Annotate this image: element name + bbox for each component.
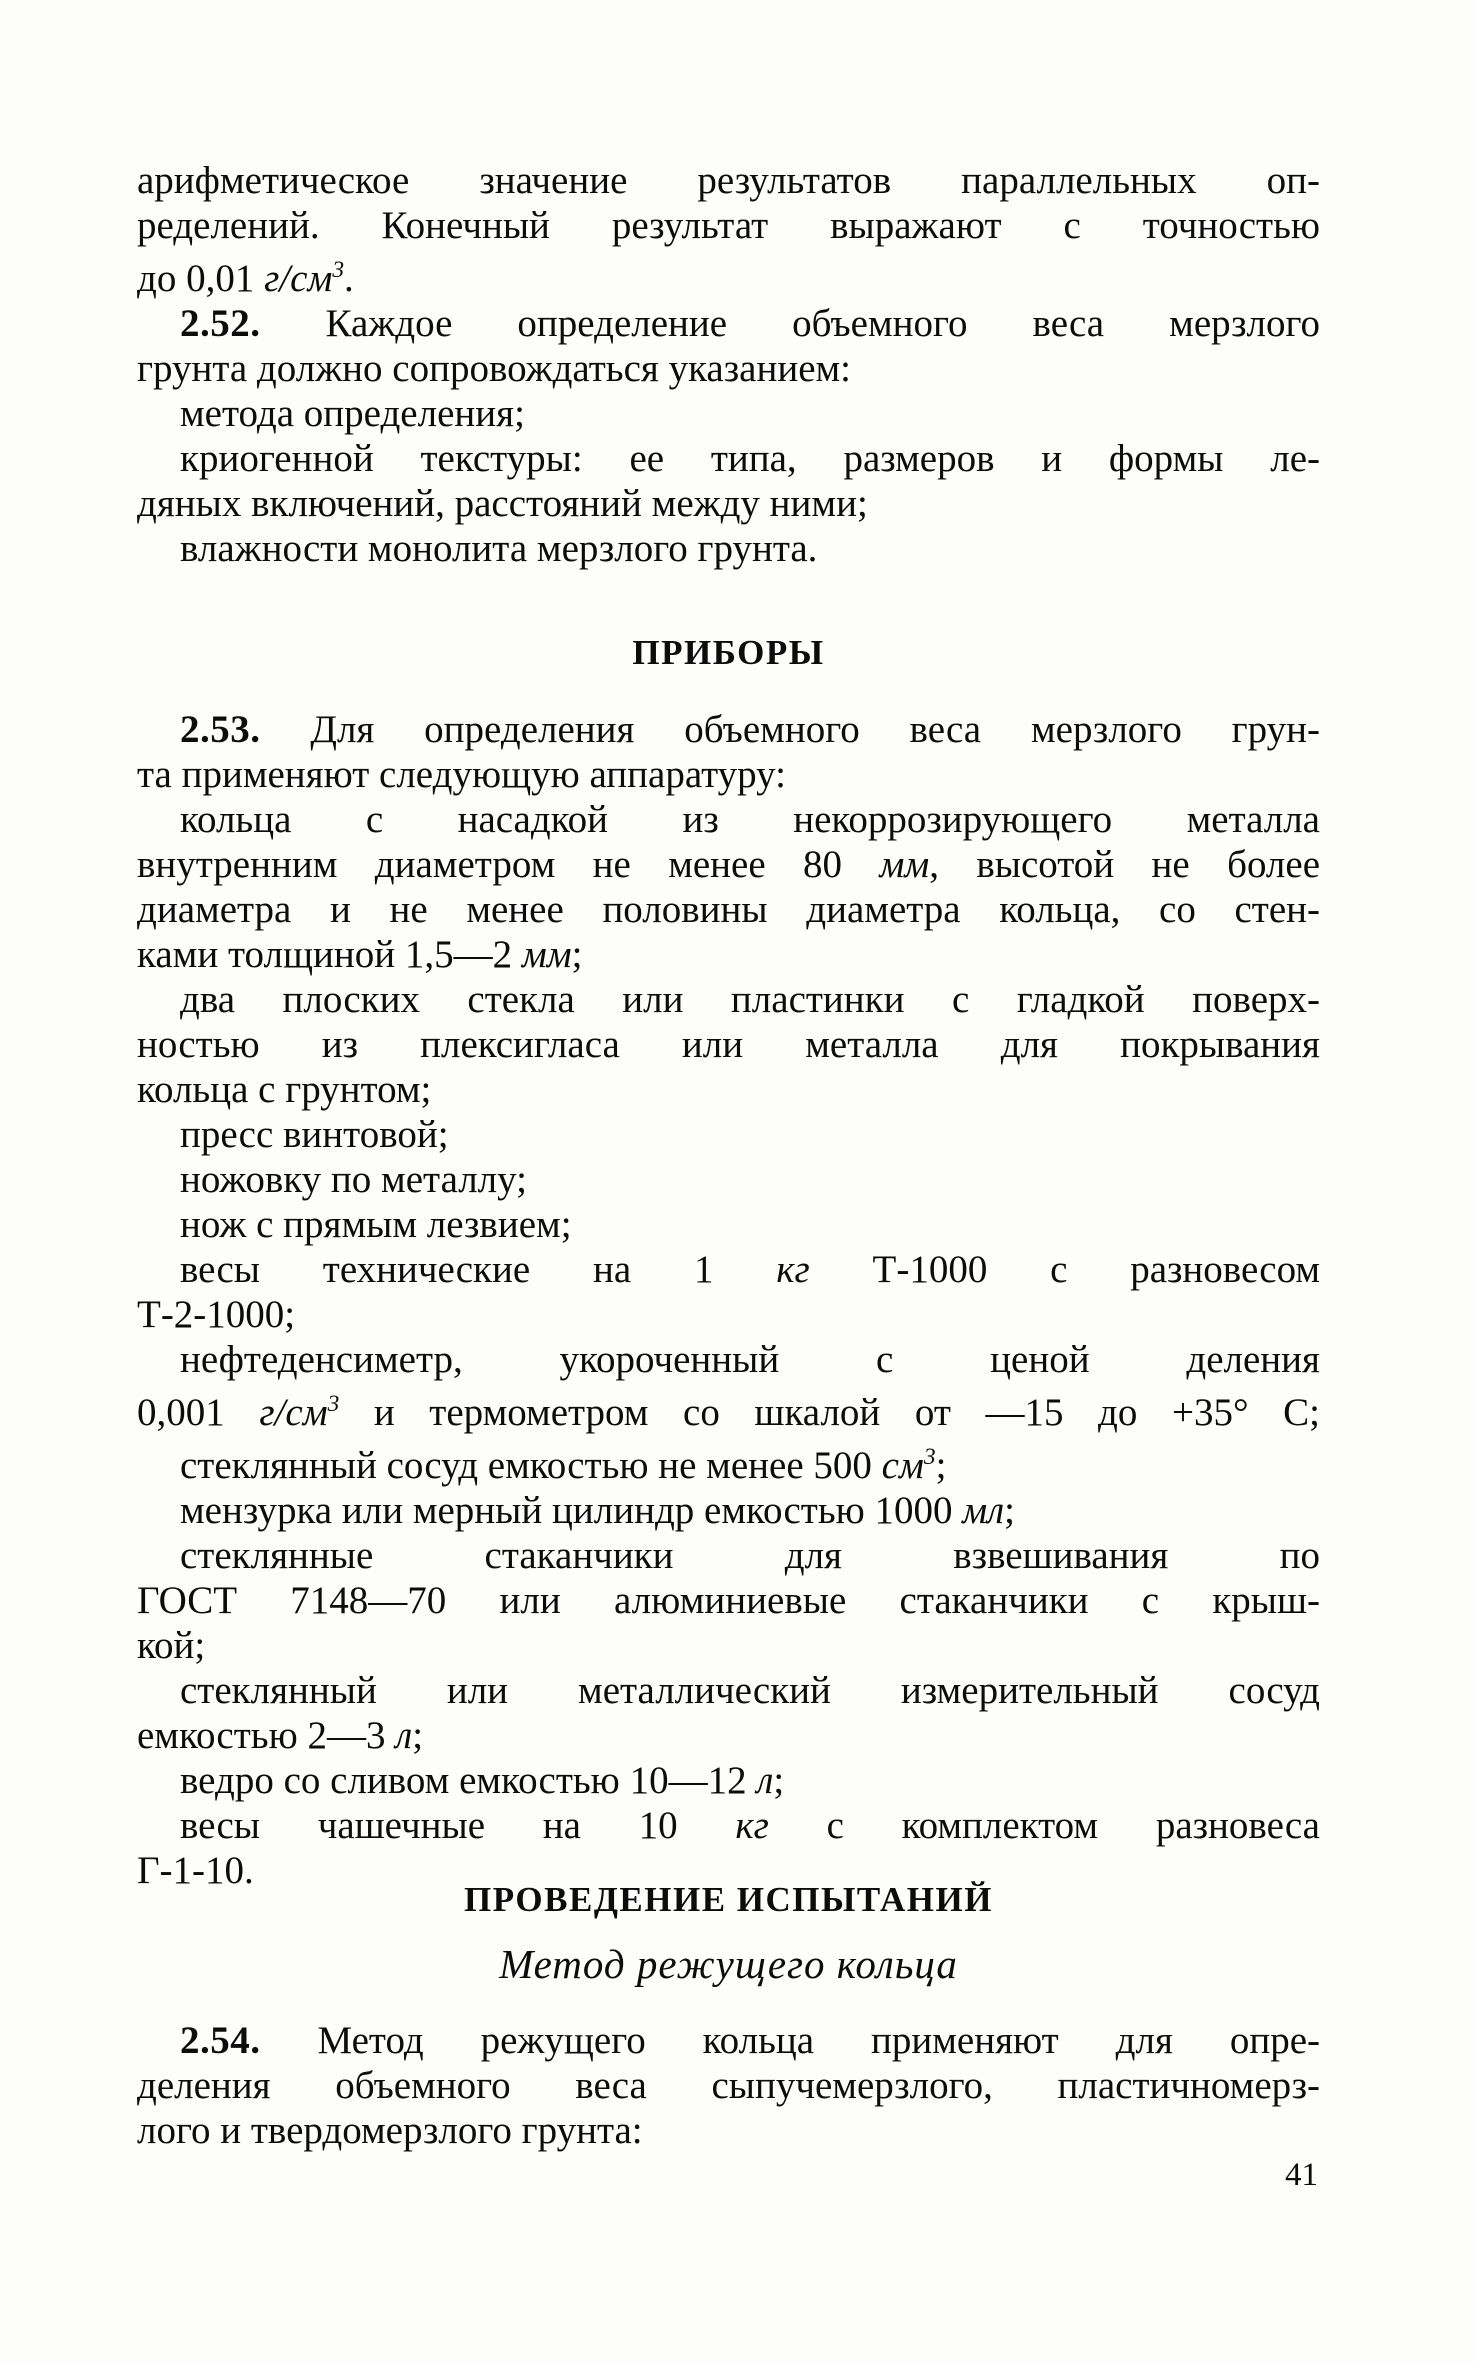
text-line bbox=[137, 932, 1320, 977]
text-line bbox=[137, 1112, 1320, 1157]
text-segment: Г-1-10. bbox=[137, 1849, 254, 1892]
text-segment: , высотой не более bbox=[929, 843, 1321, 886]
text-segment: ; bbox=[773, 1759, 785, 1802]
text-segment: ; bbox=[571, 933, 583, 976]
text-segment: ; bbox=[412, 1714, 424, 1757]
heading-pribory: ПРИБОРЫ bbox=[632, 633, 825, 672]
text-segment: грунта должно сопровождаться указанием: bbox=[137, 347, 852, 390]
text-line bbox=[137, 481, 1320, 526]
text-segment: Метод режущего кольца применяют для опре- bbox=[260, 2019, 1320, 2062]
text-segment: лого и твердомерзлого грунта: bbox=[137, 2109, 643, 2152]
text-segment: ведро со сливом емкостью 10—12 bbox=[180, 1759, 757, 1802]
text-segment: диаметра и не менее половины диаметра кольца, со стен- bbox=[137, 888, 1320, 931]
text-line bbox=[137, 1623, 1320, 1668]
text-segment: ; bbox=[935, 1444, 947, 1487]
text-segment: и термометром со шкалой от —15 до +35° С; bbox=[339, 1391, 1320, 1434]
heading-provedenie: ПРОВЕДЕНИЕ ИСПЫТАНИЙ bbox=[464, 1880, 993, 1919]
text-segment: емкостью 2—3 bbox=[137, 1714, 396, 1757]
text-segment: стеклянные стаканчики для взвешивания по bbox=[180, 1534, 1320, 1577]
text-line bbox=[137, 1533, 1320, 1578]
text-line bbox=[137, 248, 1320, 301]
text-segment: стеклянный или металлический измерительный сосуд bbox=[180, 1669, 1320, 1712]
text-segment: см bbox=[881, 1444, 924, 1487]
text-line bbox=[137, 301, 1320, 346]
text-line bbox=[137, 1067, 1320, 1112]
text-segment: . bbox=[344, 257, 354, 300]
page-number: 41 bbox=[1285, 2157, 1318, 2193]
text-segment: стеклянный сосуд емкостью не менее 500 bbox=[180, 1444, 882, 1487]
text-line bbox=[137, 526, 1320, 571]
text-line bbox=[137, 2018, 1320, 2063]
text-line bbox=[137, 203, 1320, 248]
text-line bbox=[137, 977, 1320, 1022]
text-segment: Каждое определение объемного веса мерзлого bbox=[260, 302, 1320, 345]
text-segment: мм bbox=[521, 933, 572, 976]
text-segment: Т-2-1000; bbox=[137, 1293, 296, 1336]
text-line bbox=[137, 1803, 1320, 1848]
text-segment: г/см bbox=[264, 257, 333, 300]
text-line bbox=[137, 1202, 1320, 1247]
text-segment: ками толщиной 1,5—2 bbox=[137, 933, 522, 976]
text-line bbox=[137, 1337, 1320, 1382]
text-segment: 3 bbox=[923, 1444, 936, 1470]
text-line bbox=[137, 797, 1320, 842]
text-segment: метода определения; bbox=[180, 392, 525, 435]
text-segment: г/см bbox=[259, 1391, 328, 1434]
text-segment: ; bbox=[1004, 1489, 1015, 1532]
text-line bbox=[137, 1157, 1320, 1202]
text-segment: криогенной текстуры: ее типа, размеров и формы ле- bbox=[180, 437, 1320, 480]
text-line bbox=[137, 1713, 1320, 1758]
text-line bbox=[137, 1488, 1320, 1533]
text-segment: та применяют следующую аппаратуру: bbox=[137, 753, 786, 796]
text-segment: влажности монолита мерзлого грунта. bbox=[180, 527, 818, 570]
text-segment: 2.54. bbox=[180, 2019, 261, 2062]
text-segment: 3 bbox=[327, 1391, 340, 1417]
text-segment: внутренним диаметром не менее 80 bbox=[137, 843, 880, 886]
text-segment: до 0,01 bbox=[137, 257, 265, 300]
text-line bbox=[137, 842, 1320, 887]
text-segment: нефтеденсиметр, укороченный с ценой деления bbox=[180, 1338, 1320, 1381]
text-line bbox=[137, 2108, 1320, 2153]
text-line bbox=[137, 1668, 1320, 1713]
text-segment: ГОСТ 7148—70 или алюминиевые стаканчики с крыш- bbox=[137, 1579, 1320, 1622]
text-line bbox=[137, 1292, 1320, 1337]
text-segment: весы чашечные на 10 bbox=[180, 1804, 736, 1847]
text-segment: мм bbox=[879, 843, 930, 886]
text-segment: деления объемного веса сыпучемерзлого, пластичномерз- bbox=[137, 2064, 1320, 2107]
text-column bbox=[137, 0, 1320, 2153]
text-segment: два плоских стекла или пластинки с гладкой поверх- bbox=[180, 978, 1320, 1021]
text-segment: 0,001 bbox=[137, 1391, 260, 1434]
text-line bbox=[137, 1435, 1320, 1488]
text-segment: кг bbox=[776, 1248, 810, 1291]
text-segment: весы технические на 1 bbox=[180, 1248, 777, 1291]
text-segment: ностью из плексигласа или металла для покрывания bbox=[137, 1023, 1320, 1066]
para-continuation bbox=[137, 158, 1320, 301]
text-line bbox=[137, 752, 1320, 797]
text-segment: нож с прямым лезвием; bbox=[180, 1203, 572, 1246]
para-2-52 bbox=[137, 301, 1320, 571]
text-segment: л bbox=[756, 1759, 774, 1802]
subheading-metod: Метод режущего кольца bbox=[499, 1941, 958, 1987]
text-line bbox=[137, 346, 1320, 391]
text-segment: кольца с грунтом; bbox=[137, 1068, 432, 1111]
text-line bbox=[137, 436, 1320, 481]
text-line bbox=[137, 1247, 1320, 1292]
text-segment: арифметическое значение результатов параллельных оп- bbox=[137, 159, 1320, 202]
text-segment: пресс винтовой; bbox=[180, 1113, 449, 1156]
text-segment: кг bbox=[735, 1804, 769, 1847]
text-segment: кольца с насадкой из некоррозирующего металла bbox=[180, 798, 1320, 841]
text-line bbox=[137, 391, 1320, 436]
text-segment: дяных включений, расстояний между ними; bbox=[137, 482, 868, 525]
text-line bbox=[137, 887, 1320, 932]
text-line bbox=[137, 1758, 1320, 1803]
para-2-54 bbox=[137, 2018, 1320, 2153]
text-line bbox=[137, 1578, 1320, 1623]
text-line bbox=[137, 1022, 1320, 1067]
text-segment: 2.52. bbox=[180, 302, 261, 345]
text-line bbox=[137, 2063, 1320, 2108]
text-segment: Т-1000 с разновесом bbox=[809, 1248, 1321, 1291]
text-segment: 2.53. bbox=[180, 708, 261, 751]
text-segment: 3 bbox=[332, 257, 345, 283]
text-segment: мл bbox=[962, 1489, 1005, 1532]
text-segment: мензурка или мерный цилиндр емкостью 1000 bbox=[180, 1489, 963, 1532]
text-segment: с комплектом разновеса bbox=[768, 1804, 1320, 1847]
text-line bbox=[137, 707, 1320, 752]
text-line bbox=[137, 158, 1320, 203]
text-segment: л bbox=[395, 1714, 413, 1757]
para-2-53 bbox=[137, 707, 1320, 1893]
text-segment: кой; bbox=[137, 1624, 206, 1667]
text-segment: ножовку по металлу; bbox=[180, 1158, 527, 1201]
text-segment: Для определения объемного веса мерзлого грун- bbox=[260, 708, 1320, 751]
text-line bbox=[137, 1382, 1320, 1435]
text-segment: ределений. Конечный результат выражают с точностью bbox=[137, 204, 1320, 247]
